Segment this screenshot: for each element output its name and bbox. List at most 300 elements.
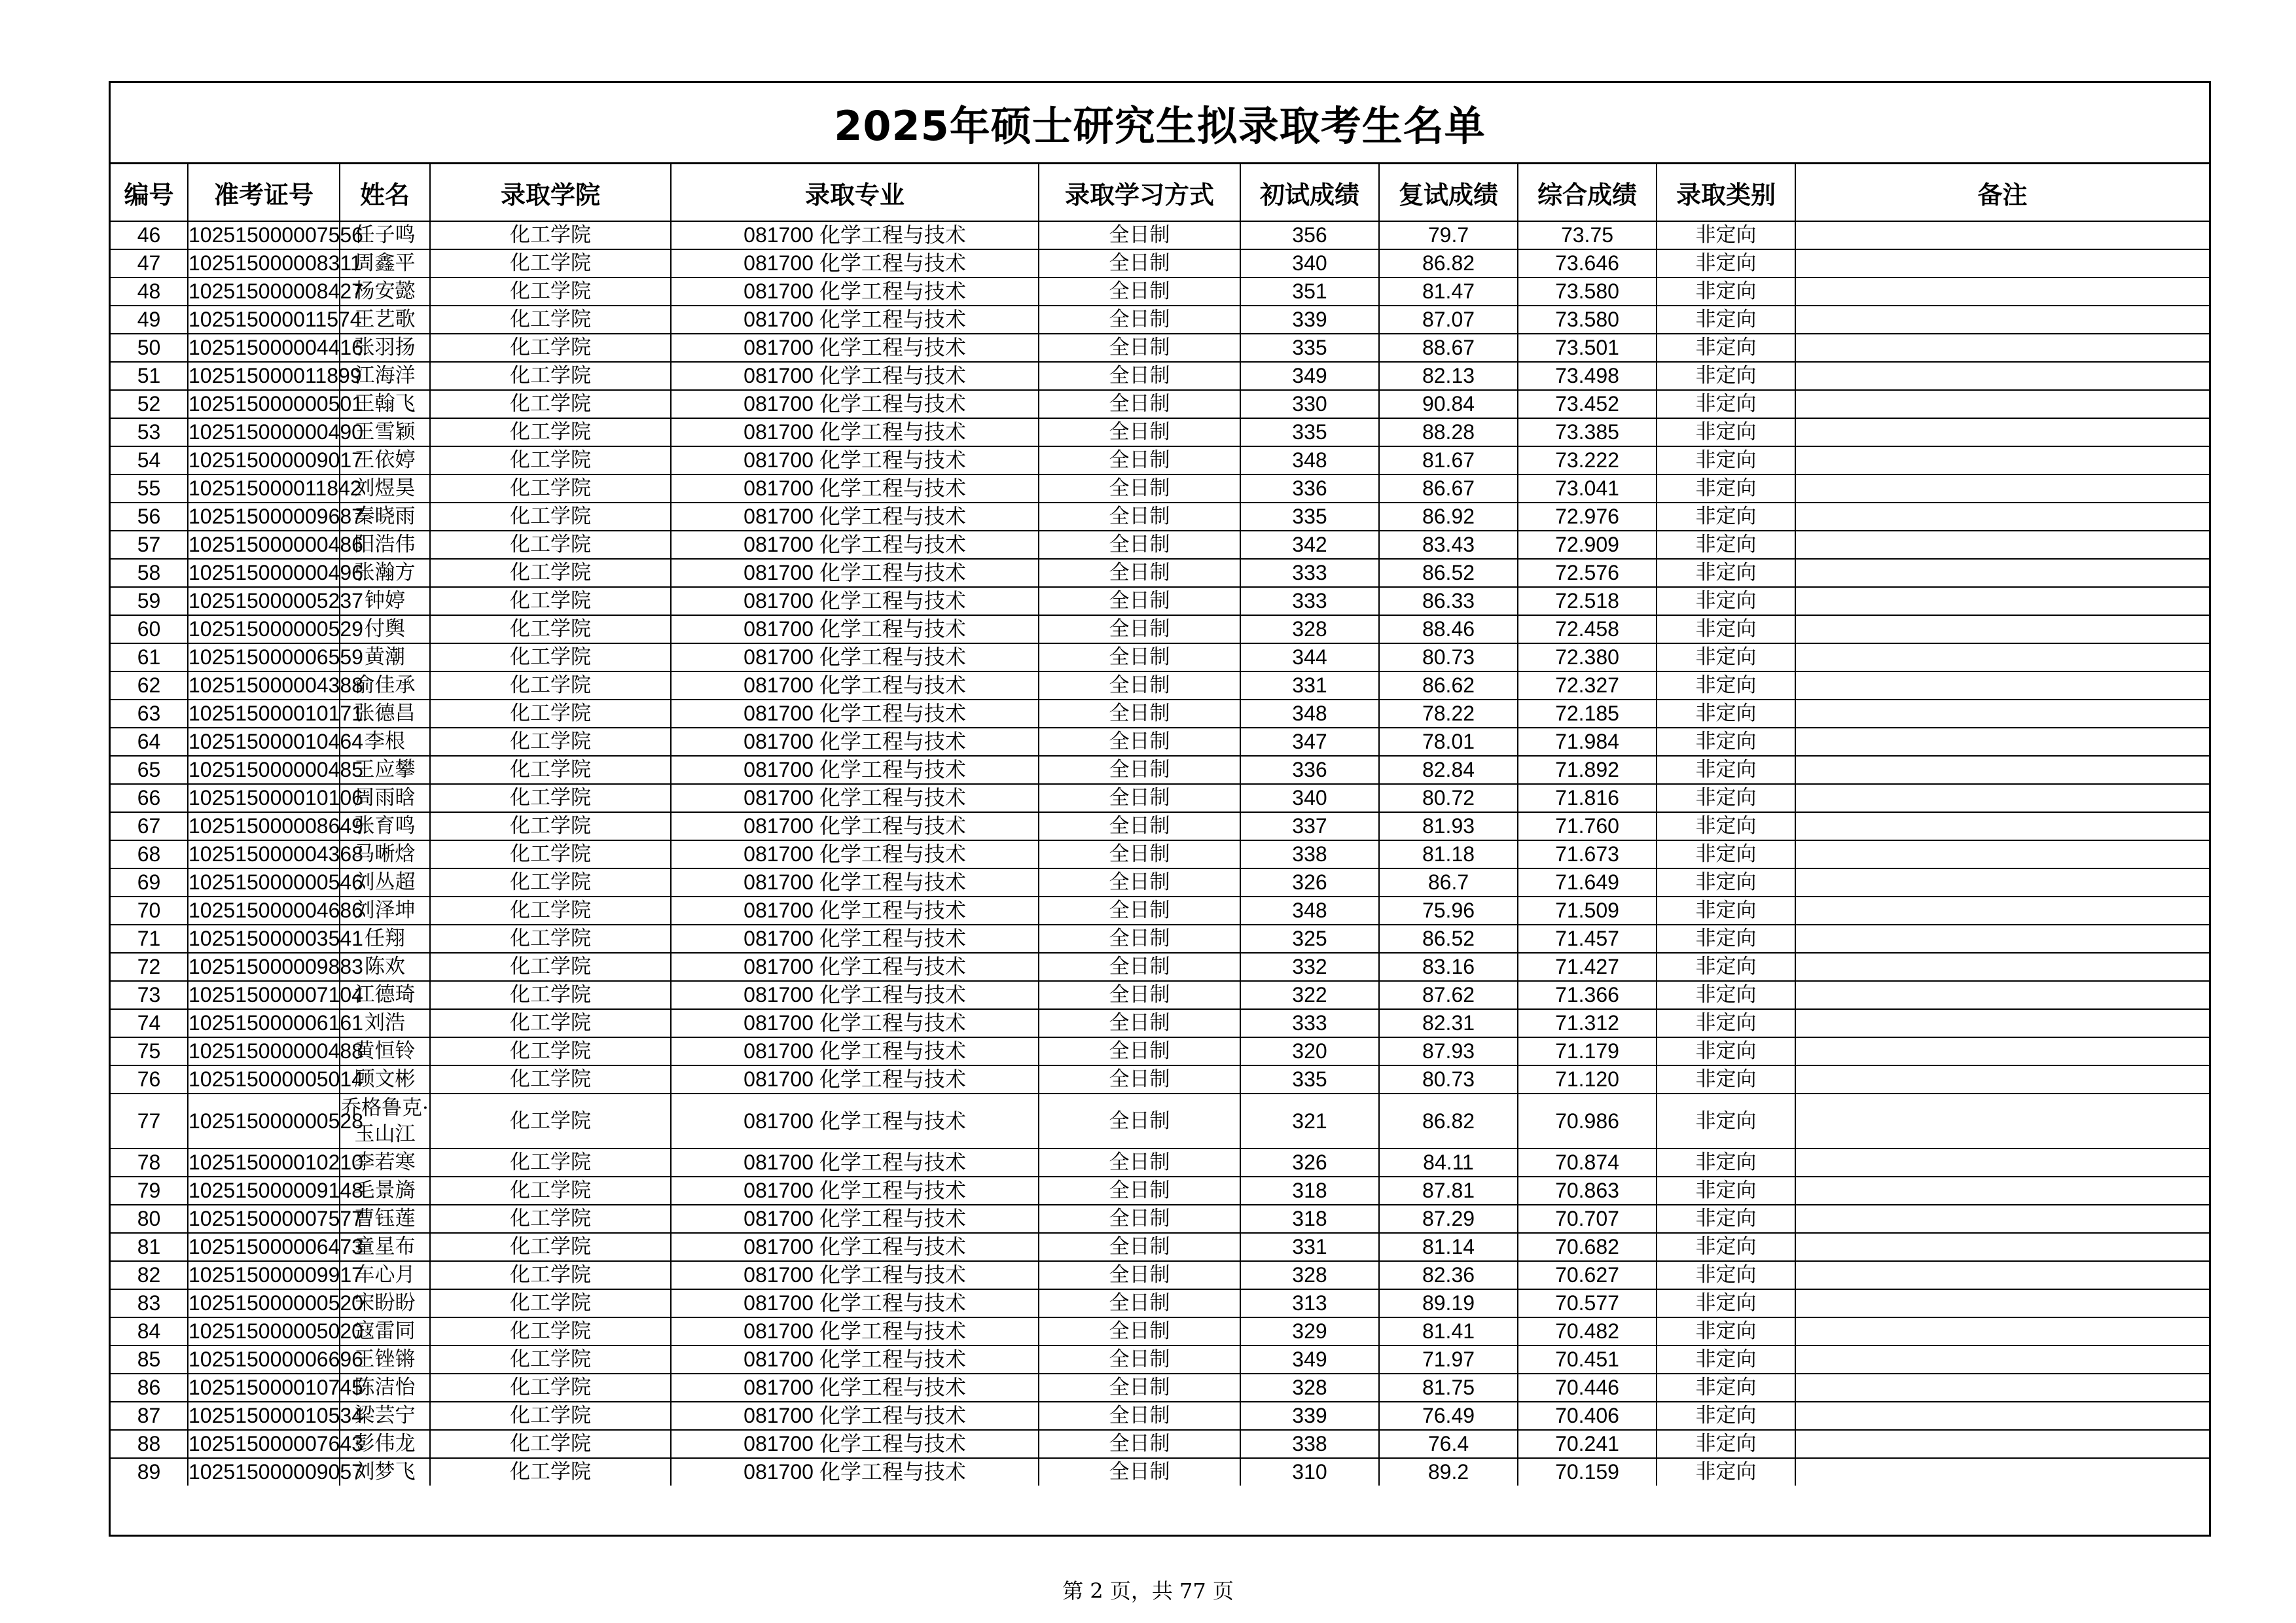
cell-exam-id: 102515000010210 [188,1149,340,1177]
cell-number: 75 [111,1037,188,1065]
cell-category: 非定向 [1657,474,1795,503]
cell-exam-id: 102515000010745 [188,1374,340,1402]
cell-exam-id: 102515000009057 [188,1458,340,1486]
cell-name: 周雨晗 [340,784,430,812]
cell-category: 非定向 [1657,249,1795,277]
cell-total-score: 73.580 [1518,306,1657,334]
cell-name: 王翰飞 [340,390,430,418]
cell-initial-score: 340 [1240,784,1379,812]
cell-total-score: 71.312 [1518,1009,1657,1037]
table-row [111,1037,2209,1065]
cell-exam-id: 102515000000501 [188,390,340,418]
table-row [111,1317,2209,1346]
cell-initial-score: 351 [1240,277,1379,306]
cell-name: 张育鸣 [340,812,430,840]
cell-category: 非定向 [1657,953,1795,981]
column-header-number: 编号 [111,164,188,221]
cell-major: 081700 化学工程与技术 [671,474,1039,503]
cell-college: 化工学院 [430,1205,671,1233]
cell-initial-score: 321 [1240,1094,1379,1149]
cell-remarks [1795,1261,2209,1289]
cell-total-score: 70.874 [1518,1149,1657,1177]
cell-name: 黄潮 [340,643,430,671]
cell-number: 68 [111,840,188,868]
cell-name: 李根 [340,728,430,756]
cell-category: 非定向 [1657,362,1795,390]
cell-major: 081700 化学工程与技术 [671,1177,1039,1205]
cell-initial-score: 318 [1240,1205,1379,1233]
cell-remarks [1795,756,2209,784]
table-row [111,1289,2209,1317]
cell-total-score: 73.385 [1518,418,1657,446]
cell-remarks [1795,953,2209,981]
cell-college: 化工学院 [430,474,671,503]
cell-study-mode: 全日制 [1039,277,1240,306]
cell-remarks [1795,1430,2209,1458]
cell-number: 60 [111,615,188,643]
cell-exam-id: 102515000009148 [188,1177,340,1205]
cell-initial-score: 331 [1240,1233,1379,1261]
cell-total-score: 72.518 [1518,587,1657,615]
cell-retest-score: 89.2 [1379,1458,1518,1486]
cell-category: 非定向 [1657,1346,1795,1374]
table-row [111,728,2209,756]
cell-major: 081700 化学工程与技术 [671,700,1039,728]
cell-remarks [1795,418,2209,446]
cell-college: 化工学院 [430,1149,671,1177]
cell-name: 童星布 [340,1233,430,1261]
cell-total-score: 71.366 [1518,981,1657,1009]
cell-number: 52 [111,390,188,418]
cell-study-mode: 全日制 [1039,1289,1240,1317]
cell-study-mode: 全日制 [1039,474,1240,503]
cell-major: 081700 化学工程与技术 [671,362,1039,390]
header-row [111,164,2209,221]
cell-initial-score: 342 [1240,531,1379,559]
cell-study-mode: 全日制 [1039,700,1240,728]
table-row [111,503,2209,531]
table-row [111,1205,2209,1233]
cell-major: 081700 化学工程与技术 [671,643,1039,671]
cell-exam-id: 102515000000496 [188,559,340,587]
cell-major: 081700 化学工程与技术 [671,306,1039,334]
table-row [111,1065,2209,1094]
cell-initial-score: 332 [1240,953,1379,981]
cell-retest-score: 80.72 [1379,784,1518,812]
cell-remarks [1795,390,2209,418]
cell-exam-id: 102515000000528 [188,1094,340,1149]
cell-exam-id: 102515000009687 [188,503,340,531]
cell-exam-id: 102515000000529 [188,615,340,643]
cell-remarks [1795,1037,2209,1065]
cell-total-score: 70.707 [1518,1205,1657,1233]
cell-number: 87 [111,1402,188,1430]
cell-college: 化工学院 [430,277,671,306]
cell-total-score: 73.222 [1518,446,1657,474]
cell-retest-score: 82.84 [1379,756,1518,784]
cell-number: 86 [111,1374,188,1402]
cell-category: 非定向 [1657,868,1795,897]
table-row [111,1261,2209,1289]
cell-remarks [1795,1094,2209,1149]
cell-major: 081700 化学工程与技术 [671,559,1039,587]
cell-total-score: 73.580 [1518,277,1657,306]
cell-name: 彭伟龙 [340,1430,430,1458]
cell-total-score: 70.627 [1518,1261,1657,1289]
cell-major: 081700 化学工程与技术 [671,840,1039,868]
cell-college: 化工学院 [430,1094,671,1149]
cell-retest-score: 79.7 [1379,221,1518,249]
cell-major: 081700 化学工程与技术 [671,249,1039,277]
cell-college: 化工学院 [430,756,671,784]
table-row [111,671,2209,700]
cell-remarks [1795,587,2209,615]
cell-initial-score: 322 [1240,981,1379,1009]
cell-retest-score: 86.7 [1379,868,1518,897]
cell-name: 俞佳承 [340,671,430,700]
cell-retest-score: 86.82 [1379,249,1518,277]
cell-study-mode: 全日制 [1039,671,1240,700]
cell-total-score: 72.327 [1518,671,1657,700]
table-row [111,953,2209,981]
table-row [111,615,2209,643]
cell-category: 非定向 [1657,277,1795,306]
cell-exam-id: 102515000000490 [188,418,340,446]
cell-major: 081700 化学工程与技术 [671,277,1039,306]
cell-name: 江海洋 [340,362,430,390]
cell-category: 非定向 [1657,1094,1795,1149]
cell-remarks [1795,784,2209,812]
cell-retest-score: 81.14 [1379,1233,1518,1261]
cell-retest-score: 81.47 [1379,277,1518,306]
cell-number: 85 [111,1346,188,1374]
cell-retest-score: 87.81 [1379,1177,1518,1205]
cell-total-score: 71.457 [1518,925,1657,953]
cell-college: 化工学院 [430,728,671,756]
cell-major: 081700 化学工程与技术 [671,503,1039,531]
cell-exam-id: 102515000000486 [188,531,340,559]
cell-number: 59 [111,587,188,615]
cell-name: 王锉锵 [340,1346,430,1374]
cell-initial-score: 313 [1240,1289,1379,1317]
cell-college: 化工学院 [430,418,671,446]
cell-study-mode: 全日制 [1039,587,1240,615]
cell-category: 非定向 [1657,559,1795,587]
cell-total-score: 72.909 [1518,531,1657,559]
column-header-total-score: 综合成绩 [1518,164,1657,221]
cell-major: 081700 化学工程与技术 [671,418,1039,446]
cell-study-mode: 全日制 [1039,1346,1240,1374]
cell-study-mode: 全日制 [1039,756,1240,784]
cell-retest-score: 86.67 [1379,474,1518,503]
cell-remarks [1795,277,2209,306]
cell-remarks [1795,334,2209,362]
cell-name: 王依婷 [340,446,430,474]
cell-major: 081700 化学工程与技术 [671,1205,1039,1233]
cell-name: 陈洁怡 [340,1374,430,1402]
table-row [111,1346,2209,1374]
cell-major: 081700 化学工程与技术 [671,728,1039,756]
cell-total-score: 72.380 [1518,643,1657,671]
cell-number: 48 [111,277,188,306]
cell-exam-id: 102515000010171 [188,700,340,728]
cell-college: 化工学院 [430,446,671,474]
cell-remarks [1795,643,2209,671]
cell-category: 非定向 [1657,1458,1795,1486]
cell-study-mode: 全日制 [1039,868,1240,897]
cell-major: 081700 化学工程与技术 [671,390,1039,418]
cell-study-mode: 全日制 [1039,446,1240,474]
table-row [111,1374,2209,1402]
table-row [111,362,2209,390]
cell-total-score: 70.406 [1518,1402,1657,1430]
cell-study-mode: 全日制 [1039,390,1240,418]
cell-initial-score: 335 [1240,1065,1379,1094]
cell-exam-id: 102515000005237 [188,587,340,615]
cell-college: 化工学院 [430,1233,671,1261]
cell-study-mode: 全日制 [1039,1317,1240,1346]
cell-category: 非定向 [1657,306,1795,334]
cell-number: 70 [111,897,188,925]
cell-major: 081700 化学工程与技术 [671,334,1039,362]
cell-remarks [1795,362,2209,390]
cell-remarks [1795,1233,2209,1261]
cell-college: 化工学院 [430,1346,671,1374]
cell-initial-score: 331 [1240,671,1379,700]
cell-study-mode: 全日制 [1039,249,1240,277]
table-row [111,1009,2209,1037]
cell-major: 081700 化学工程与技术 [671,1233,1039,1261]
cell-college: 化工学院 [430,1009,671,1037]
cell-total-score: 72.185 [1518,700,1657,728]
cell-retest-score: 84.11 [1379,1149,1518,1177]
cell-initial-score: 336 [1240,756,1379,784]
cell-number: 62 [111,671,188,700]
cell-remarks [1795,531,2209,559]
cell-retest-score: 83.16 [1379,953,1518,981]
cell-exam-id: 102515000003541 [188,925,340,953]
cell-category: 非定向 [1657,1149,1795,1177]
cell-name: 李若寒 [340,1149,430,1177]
cell-exam-id: 102515000006473 [188,1233,340,1261]
cell-category: 非定向 [1657,334,1795,362]
cell-study-mode: 全日制 [1039,1261,1240,1289]
cell-college: 化工学院 [430,1430,671,1458]
cell-initial-score: 338 [1240,1430,1379,1458]
cell-category: 非定向 [1657,1289,1795,1317]
cell-number: 83 [111,1289,188,1317]
cell-name: 寇雷同 [340,1317,430,1346]
cell-name: 王雪颖 [340,418,430,446]
cell-initial-score: 347 [1240,728,1379,756]
cell-major: 081700 化学工程与技术 [671,981,1039,1009]
cell-total-score: 71.509 [1518,897,1657,925]
cell-major: 081700 化学工程与技术 [671,1458,1039,1486]
cell-college: 化工学院 [430,643,671,671]
cell-retest-score: 75.96 [1379,897,1518,925]
cell-college: 化工学院 [430,897,671,925]
cell-exam-id: 102515000000546 [188,868,340,897]
cell-total-score: 70.159 [1518,1458,1657,1486]
cell-number: 46 [111,221,188,249]
cell-retest-score: 82.31 [1379,1009,1518,1037]
cell-study-mode: 全日制 [1039,812,1240,840]
cell-category: 非定向 [1657,700,1795,728]
cell-remarks [1795,868,2209,897]
table-row [111,418,2209,446]
cell-exam-id: 102515000007643 [188,1430,340,1458]
cell-major: 081700 化学工程与技术 [671,953,1039,981]
cell-name: 刘浩 [340,1009,430,1037]
cell-retest-score: 76.49 [1379,1402,1518,1430]
cell-exam-id: 102515000009017 [188,446,340,474]
table-row [111,390,2209,418]
column-header-exam-id: 准考证号 [188,164,340,221]
cell-initial-score: 335 [1240,418,1379,446]
cell-category: 非定向 [1657,390,1795,418]
cell-retest-score: 78.01 [1379,728,1518,756]
cell-college: 化工学院 [430,559,671,587]
cell-remarks [1795,1065,2209,1094]
cell-category: 非定向 [1657,728,1795,756]
cell-category: 非定向 [1657,418,1795,446]
cell-category: 非定向 [1657,1402,1795,1430]
cell-total-score: 72.576 [1518,559,1657,587]
cell-major: 081700 化学工程与技术 [671,868,1039,897]
cell-total-score: 71.673 [1518,840,1657,868]
cell-retest-score: 80.73 [1379,1065,1518,1094]
cell-exam-id: 102515000005020 [188,1317,340,1346]
cell-number: 76 [111,1065,188,1094]
cell-category: 非定向 [1657,897,1795,925]
admission-table [111,164,2209,1486]
admission-list-sheet [109,81,2211,1537]
cell-study-mode: 全日制 [1039,784,1240,812]
cell-initial-score: 337 [1240,812,1379,840]
cell-retest-score: 82.36 [1379,1261,1518,1289]
cell-initial-score: 310 [1240,1458,1379,1486]
cell-category: 非定向 [1657,812,1795,840]
cell-name: 任翔 [340,925,430,953]
cell-remarks [1795,728,2209,756]
cell-major: 081700 化学工程与技术 [671,1317,1039,1346]
cell-study-mode: 全日制 [1039,1402,1240,1430]
cell-study-mode: 全日制 [1039,840,1240,868]
cell-name: 刘梦飞 [340,1458,430,1486]
cell-remarks [1795,1402,2209,1430]
table-row [111,446,2209,474]
cell-exam-id: 102515000009883 [188,953,340,981]
cell-study-mode: 全日制 [1039,1458,1240,1486]
cell-retest-score: 87.93 [1379,1037,1518,1065]
cell-number: 81 [111,1233,188,1261]
cell-major: 081700 化学工程与技术 [671,615,1039,643]
cell-college: 化工学院 [430,1289,671,1317]
column-header-remarks: 备注 [1795,164,2209,221]
cell-exam-id: 102515000007104 [188,981,340,1009]
cell-name: 黄恒铃 [340,1037,430,1065]
cell-number: 61 [111,643,188,671]
cell-major: 081700 化学工程与技术 [671,1009,1039,1037]
cell-study-mode: 全日制 [1039,418,1240,446]
cell-number: 84 [111,1317,188,1346]
cell-total-score: 72.976 [1518,503,1657,531]
table-row [111,1430,2209,1458]
table-row [111,700,2209,728]
cell-exam-id: 102515000004416 [188,334,340,362]
cell-total-score: 71.816 [1518,784,1657,812]
cell-retest-score: 88.46 [1379,615,1518,643]
cell-major: 081700 化学工程与技术 [671,756,1039,784]
table-row [111,1149,2209,1177]
cell-exam-id: 102515000008649 [188,812,340,840]
cell-college: 化工学院 [430,868,671,897]
cell-major: 081700 化学工程与技术 [671,1065,1039,1094]
cell-total-score: 70.241 [1518,1430,1657,1458]
cell-name: 陈欢 [340,953,430,981]
cell-exam-id: 102515000011899 [188,362,340,390]
cell-category: 非定向 [1657,531,1795,559]
cell-remarks [1795,503,2209,531]
cell-name: 付舆 [340,615,430,643]
cell-study-mode: 全日制 [1039,559,1240,587]
cell-study-mode: 全日制 [1039,897,1240,925]
cell-college: 化工学院 [430,812,671,840]
cell-exam-id: 102515000004368 [188,840,340,868]
cell-category: 非定向 [1657,784,1795,812]
cell-retest-score: 81.41 [1379,1317,1518,1346]
cell-total-score: 73.498 [1518,362,1657,390]
cell-category: 非定向 [1657,756,1795,784]
cell-category: 非定向 [1657,446,1795,474]
cell-college: 化工学院 [430,784,671,812]
cell-study-mode: 全日制 [1039,925,1240,953]
cell-study-mode: 全日制 [1039,1374,1240,1402]
cell-number: 89 [111,1458,188,1486]
cell-initial-score: 328 [1240,1261,1379,1289]
cell-number: 71 [111,925,188,953]
cell-total-score: 71.427 [1518,953,1657,981]
cell-retest-score: 86.62 [1379,671,1518,700]
cell-number: 56 [111,503,188,531]
cell-college: 化工学院 [430,1177,671,1205]
cell-study-mode: 全日制 [1039,221,1240,249]
table-row [111,925,2209,953]
cell-retest-score: 81.67 [1379,446,1518,474]
cell-college: 化工学院 [430,1317,671,1346]
cell-exam-id: 102515000005014 [188,1065,340,1094]
cell-remarks [1795,897,2209,925]
column-header-retest-score: 复试成绩 [1379,164,1518,221]
cell-major: 081700 化学工程与技术 [671,812,1039,840]
cell-remarks [1795,1458,2209,1486]
cell-exam-id: 102515000008427 [188,277,340,306]
cell-number: 66 [111,784,188,812]
cell-study-mode: 全日制 [1039,1065,1240,1094]
cell-college: 化工学院 [430,1261,671,1289]
cell-name: 顾文彬 [340,1065,430,1094]
cell-total-score: 73.75 [1518,221,1657,249]
cell-remarks [1795,700,2209,728]
cell-major: 081700 化学工程与技术 [671,531,1039,559]
cell-number: 54 [111,446,188,474]
cell-number: 73 [111,981,188,1009]
cell-college: 化工学院 [430,362,671,390]
cell-total-score: 70.482 [1518,1317,1657,1346]
cell-study-mode: 全日制 [1039,643,1240,671]
cell-remarks [1795,474,2209,503]
cell-category: 非定向 [1657,1233,1795,1261]
